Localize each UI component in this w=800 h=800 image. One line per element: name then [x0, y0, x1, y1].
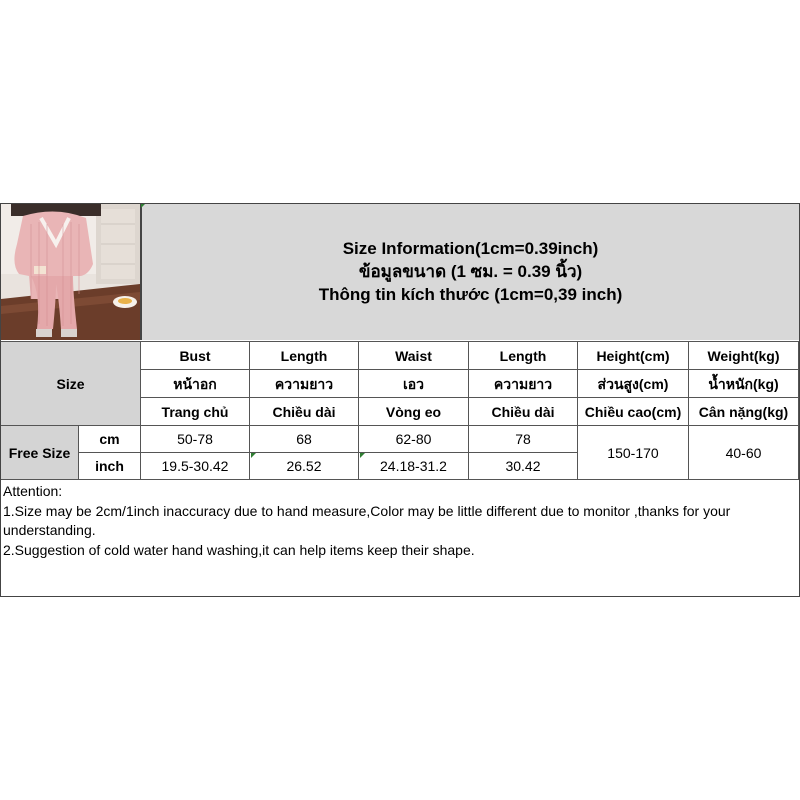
attention-note-1: 1.Size may be 2cm/1inch inaccuracy due to hand measure,Color may be little different due to monitor ,thanks for your understanding.	[3, 502, 731, 538]
col-header-vi: Chiều dài	[250, 398, 359, 426]
col-header-vi: Chiều dài	[469, 398, 578, 426]
col-header-vi: Cân nặng(kg)	[689, 398, 799, 426]
unit-inch-label: inch	[79, 453, 141, 480]
cm-value: 78	[469, 426, 578, 453]
size-info-header	[141, 203, 799, 340]
attention-notes	[3, 482, 793, 560]
inch-value: 24.18-31.2	[359, 453, 469, 480]
inch-value: 30.42	[469, 453, 578, 480]
col-header-vi: Chiều cao(cm)	[578, 398, 689, 426]
col-header-th: ส่วนสูง(cm)	[578, 370, 689, 398]
size-label: Size	[1, 342, 141, 426]
header-title-vi: Thông tin kích thước (1cm=0,39 inch)	[318, 285, 623, 304]
product-photo	[1, 204, 141, 340]
col-header-th: หน้าอก	[141, 370, 250, 398]
col-header-vi: Trang chủ	[141, 398, 250, 426]
size-table	[0, 341, 799, 480]
col-header-en: Weight(kg)	[689, 342, 799, 370]
unit-cm-label: cm	[79, 426, 141, 453]
col-header-en: Bust	[141, 342, 250, 370]
free-size-label: Free Size	[1, 426, 79, 480]
pajama-model-image	[1, 204, 140, 340]
col-header-en: Length	[250, 342, 359, 370]
header-title-th: ข้อมูลขนาด (1 ซม. = 0.39 นิ้ว)	[358, 262, 583, 281]
col-header-en: Length	[469, 342, 578, 370]
inch-value: 19.5-30.42	[141, 453, 250, 480]
attention-title: Attention:	[3, 483, 63, 499]
height-value: 150-170	[578, 426, 689, 480]
cm-value: 68	[250, 426, 359, 453]
col-header-th: เอว	[359, 370, 469, 398]
cm-value: 62-80	[359, 426, 469, 453]
size-chart	[0, 203, 799, 596]
col-header-th: น้ำหนัก(kg)	[689, 370, 799, 398]
attention-note-2: 2.Suggestion of cold water hand washing,it can help items keep their shape.	[3, 541, 475, 558]
col-header-en: Waist	[359, 342, 469, 370]
col-header-vi: Vòng eo	[359, 398, 469, 426]
header-title-en: Size Information(1cm=0.39inch)	[342, 239, 599, 258]
inch-value: 26.52	[250, 453, 359, 480]
col-header-th: ความยาว	[469, 370, 578, 398]
cell-marker	[251, 453, 256, 458]
cm-value: 50-78	[141, 426, 250, 453]
cell-marker	[141, 203, 146, 208]
weight-value: 40-60	[689, 426, 799, 480]
col-header-en: Height(cm)	[578, 342, 689, 370]
col-header-th: ความยาว	[250, 370, 359, 398]
cell-marker	[360, 453, 365, 458]
